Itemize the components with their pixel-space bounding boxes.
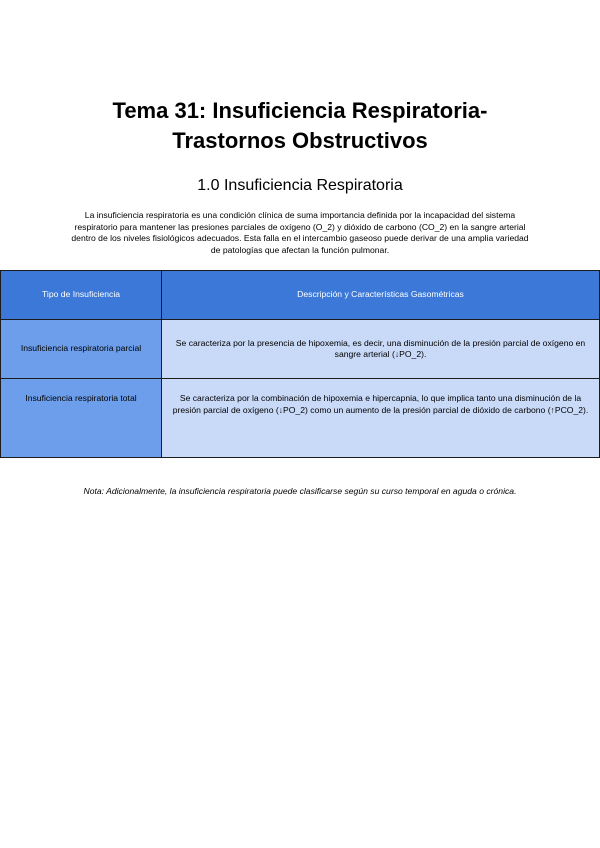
header-description: Descripción y Características Gasométricas <box>162 271 600 320</box>
row-description-cell: Se caracteriza por la combinación de hipoxemia e hipercapnia, lo que implica tanto una disminución de la presión parcial de oxígeno (↓PO_2) como un aumento de la presión parcial de dióxido de carbono (↑PCO_2). <box>162 379 600 458</box>
row-type-cell: Insuficiencia respiratoria total <box>1 379 162 458</box>
row-type-cell: Insuficiencia respiratoria parcial <box>1 320 162 379</box>
intro-paragraph: La insuficiencia respiratoria es una condición clínica de suma importancia definida por la incapacidad del sistema respiratorio para mantener las presiones parciales de oxígeno (O_2) y dióxido de carbono (CO_2) en la sangre arterial dentro de los niveles fisiológicos adecuados. Esta falla en el intercambio gaseoso puede derivar de una amplia variedad de patologías que afectan la función pulmonar. <box>71 210 529 255</box>
table-row <box>1 320 600 379</box>
section-heading: 1.0 Insuficiencia Respiratoria <box>197 177 403 194</box>
page-title-line2: Trastornos Obstructivos <box>172 128 428 153</box>
page-title-line1: Tema 31: Insuficiencia Respiratoria- <box>112 98 488 123</box>
row-description-cell: Se caracteriza por la presencia de hipoxemia, es decir, una disminución de la presión parcial de oxígeno en sangre arterial (↓PO_2). <box>162 320 600 379</box>
page-title <box>0 96 600 156</box>
header-type: Tipo de Insuficiencia <box>1 271 162 320</box>
footnote: Nota: Adicionalmente, la insuficiencia respiratoria puede clasificarse según su curso temporal en aguda o crónica. <box>83 486 517 496</box>
table-row <box>1 379 600 458</box>
insufficiency-types-table <box>0 270 600 458</box>
table-header-row <box>1 271 600 320</box>
